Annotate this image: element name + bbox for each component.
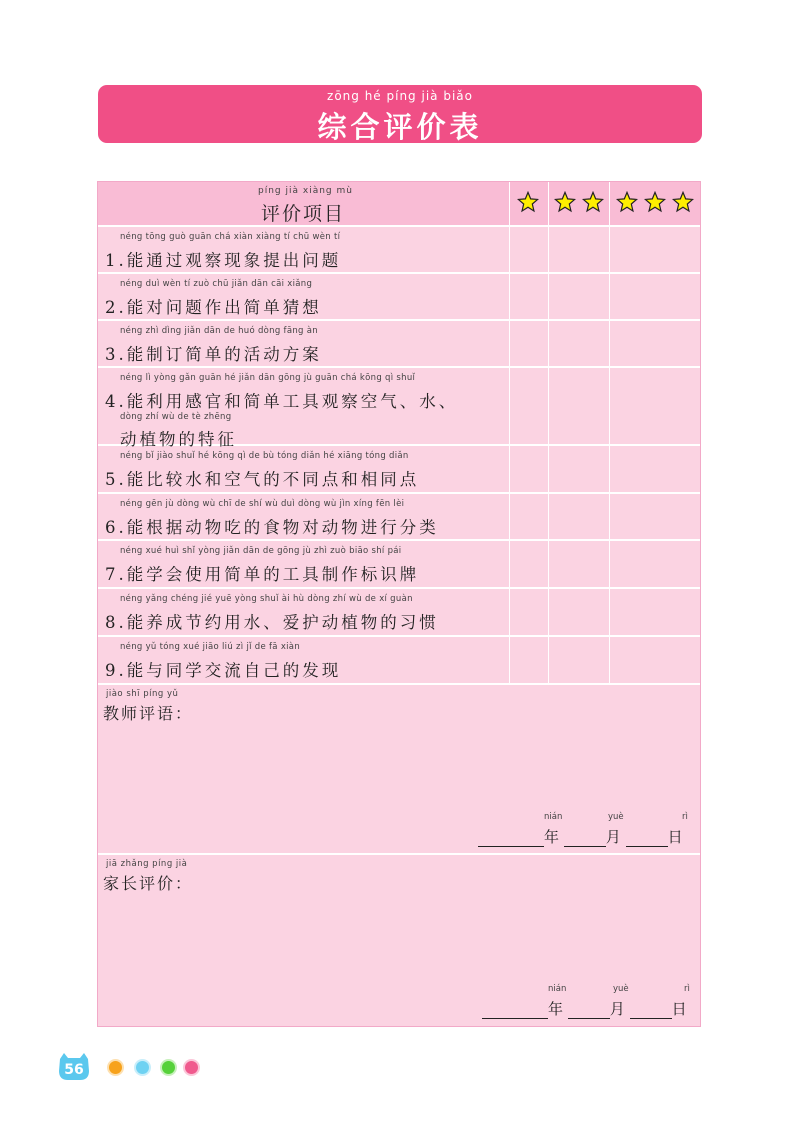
item-pinyin: néng duì wèn tí zuò chū jiǎn dān cāi xiǎng — [120, 279, 313, 289]
parent-comment-pinyin: jiā zhǎng píng jià — [106, 859, 188, 869]
item-text: 2.能对问题作出简单猜想 — [105, 298, 322, 317]
item-text: 1.能通过观察现象提出问题 — [105, 251, 342, 270]
year-pinyin: nián — [544, 812, 563, 822]
parent-date — [482, 998, 687, 1019]
item-pinyin-line2: dòng zhí wù de tè zhēng — [120, 412, 232, 422]
decorative-dot — [183, 1059, 200, 1076]
table-row — [98, 541, 509, 587]
day-pinyin: rì — [684, 984, 690, 994]
decorative-dot — [107, 1059, 124, 1076]
teacher-comment-label: 教师评语： — [103, 704, 194, 723]
star-icon — [672, 191, 694, 213]
item-text: 5.能比较水和空气的不同点和相同点 — [105, 470, 420, 489]
star-icon — [644, 191, 666, 213]
day-label: 日 — [671, 1000, 687, 1018]
year-label: 年 — [548, 1000, 564, 1018]
star-icon — [554, 191, 576, 213]
month-blank[interactable] — [564, 832, 606, 847]
header-label: 评价项目 — [261, 203, 346, 225]
item-text: 8.能养成节约用水、爱护动植物的习惯 — [105, 613, 439, 632]
table-row — [98, 321, 509, 366]
item-text-line2: 动植物的特征 — [120, 430, 237, 449]
table-row — [98, 274, 509, 319]
table-row — [98, 368, 509, 449]
teacher-comment-pinyin: jiào shī píng yǔ — [106, 689, 179, 699]
page-title: 综合评价表 — [317, 110, 483, 144]
month-pinyin: yuè — [613, 984, 629, 994]
year-blank[interactable] — [482, 1004, 548, 1019]
item-pinyin: néng bǐ jiào shuǐ hé kōng qì de bù tóng diǎn hé xiāng tóng diǎn — [120, 451, 409, 461]
day-blank[interactable] — [630, 1004, 672, 1019]
day-blank[interactable] — [626, 832, 668, 847]
star-icon — [517, 191, 539, 213]
table-row — [98, 494, 509, 539]
page-number-badge — [56, 1051, 92, 1081]
item-pinyin: néng xué huì shǐ yòng jiǎn dān de gōng jù zhì zuò biāo shí pái — [120, 546, 402, 556]
year-blank[interactable] — [478, 832, 544, 847]
parent-comment-label: 家长评价： — [103, 874, 194, 893]
table-row — [98, 637, 509, 683]
star-icon — [616, 191, 638, 213]
item-text: 6.能根据动物吃的食物对动物进行分类 — [105, 518, 439, 537]
table-row — [98, 589, 509, 635]
item-text: 4.能利用感官和简单工具观察空气、水、 — [105, 392, 459, 411]
month-pinyin: yuè — [608, 812, 624, 822]
title-banner — [98, 85, 702, 143]
item-pinyin: néng lì yòng gǎn guān hé jiǎn dān gōng jù guān chá kōng qì shuǐ — [120, 373, 416, 383]
year-pinyin: nián — [548, 984, 567, 994]
table-row — [98, 227, 509, 272]
item-pinyin: néng tōng guò guān chá xiàn xiàng tí chū wèn tí — [120, 232, 341, 242]
decorative-dot — [160, 1059, 177, 1076]
item-pinyin: néng gēn jù dòng wù chī de shí wù duì dòng wù jìn xíng fēn lèi — [120, 499, 405, 509]
item-pinyin: néng yǎng chéng jié yuē yòng shuǐ ài hù dòng zhí wù de xí guàn — [120, 594, 413, 604]
item-pinyin: néng zhì dìng jiǎn dān de huó dòng fāng àn — [120, 326, 318, 336]
parent-comment-section — [98, 855, 700, 1026]
day-label: 日 — [667, 828, 683, 846]
column-divider — [609, 182, 610, 685]
teacher-comment-section — [98, 685, 700, 853]
decorative-dot — [134, 1059, 151, 1076]
month-blank[interactable] — [568, 1004, 610, 1019]
year-label: 年 — [544, 828, 560, 846]
title-pinyin: zōng hé píng jià biǎo — [327, 89, 473, 103]
item-text: 7.能学会使用简单的工具制作标识牌 — [105, 565, 420, 584]
item-pinyin: néng yǔ tóng xué jiāo liú zì jǐ de fā xiàn — [120, 642, 301, 652]
evaluation-table — [97, 181, 701, 1027]
item-text: 9.能与同学交流自己的发现 — [105, 661, 342, 680]
month-label: 月 — [609, 1000, 625, 1018]
month-label: 月 — [605, 828, 621, 846]
column-divider — [548, 182, 549, 685]
page-number: 56 — [64, 1062, 84, 1078]
teacher-date — [478, 826, 683, 847]
day-pinyin: rì — [682, 812, 688, 822]
star-icon — [582, 191, 604, 213]
table-row — [98, 446, 509, 492]
column-divider — [509, 182, 510, 685]
item-text: 3.能制订简单的活动方案 — [105, 345, 322, 364]
header-pinyin: píng jià xiàng mù — [258, 186, 353, 196]
